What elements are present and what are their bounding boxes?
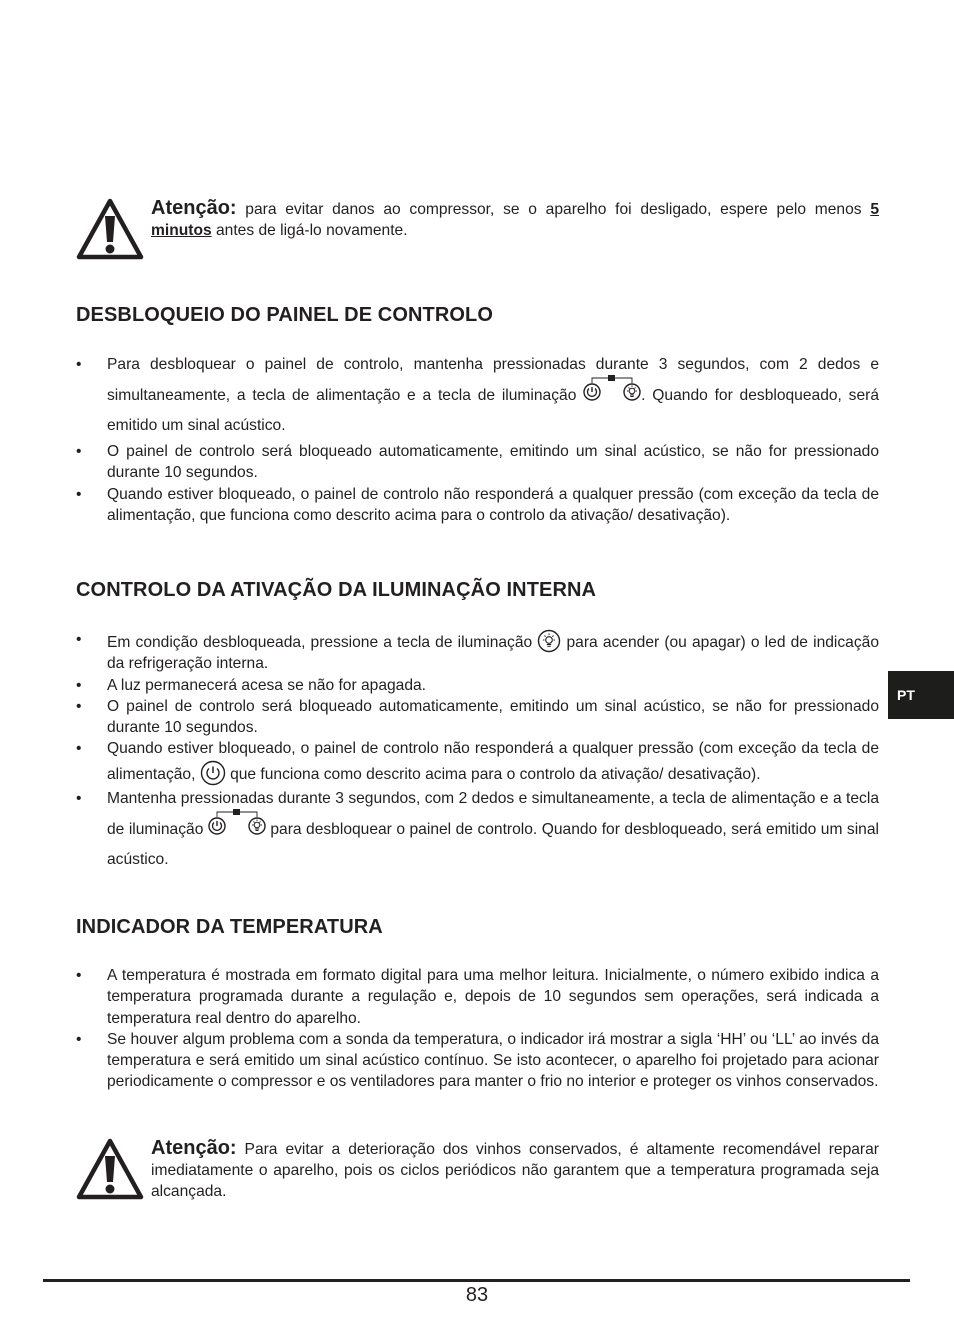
section-lighting-list [76,629,879,875]
power-and-light-keys-icon [208,814,266,840]
list-item: • Se houver algum problema com a sonda da temperatura, o indicador irá mostrar a sigla ‘HH’ ou ‘LL’ ao invés da temperatura e será emitido um sinal acústico contínuo. Se isto acontecer, o aparelho foi projetado para acionar periodicamente o compressor e os ventiladores para manter o frio no interior e proteger os vinhos conservados. [76,1029,879,1093]
power-and-light-keys-icon [583,380,641,406]
footer-rule [43,1279,910,1282]
warning-title: Atenção: [151,197,237,219]
list-item: • A luz permanecerá acesa se não for apagada. [76,675,879,696]
list-item: • A temperatura é mostrada em formato digital para uma melhor leitura. Inicialmente, o número exibido indica a temperatura programada durante a regulação e, depois de 10 segundos sem operações, será indicada a temperatura real dentro do aparelho. [76,965,879,1029]
warning-triangle-icon [76,1138,144,1200]
list-item: • Mantenha pressionadas durante 3 segundos, com 2 dedos e simultaneamente, a tecla de alimentação e a tecla de iluminação para desbloquear o painel de controlo. Quando for desbloqueado, será emitido um sinal acústico. [76,784,879,875]
list-item: • Quando estiver bloqueado, o painel de controlo não responderá a qualquer pressão (com exceção da tecla de alimentação, que funciona como descrito acima para o controlo da ativação/ desativação). [76,484,879,527]
warning-text [151,198,879,241]
list-item: • O painel de controlo será bloqueado automaticamente, emitindo um sinal acústico, se não for pressionado durante 10 segundos. [76,696,879,739]
section-heading-lighting: CONTROLO DA ATIVAÇÃO DA ILUMINAÇÃO INTERNA [76,579,597,601]
power-key-icon [200,760,226,786]
page-number: 83 [465,1284,489,1306]
warning-triangle-icon [76,198,144,260]
section-temperature-list [76,965,879,1093]
warning-text-part: para evitar danos ao compressor, se o aparelho foi desligado, espere pelo menos [236,201,871,218]
section-heading-temperature: INDICADOR DA TEMPERATURA [76,916,383,938]
list-item: • Quando estiver bloqueado, o painel de controlo não responderá a qualquer pressão (com exceção da tecla de alimentação, que funciona como descrito acima para o controlo da ativação/ desativação). [76,738,879,785]
warning-text-part: Para evitar a deterioração dos vinhos conservados, é altamente recomendável reparar imediatamente o aparelho, pois os ciclos periódicos não garantem que a temperatura programada seja alcançada. [151,1141,879,1200]
warning-text-part: antes de ligá-lo novamente. [211,222,408,239]
warning-text [151,1138,879,1202]
list-item: • Em condição desbloqueada, pressione a tecla de iluminação para acender (ou apagar) o led de indicação da refrigeração interna. [76,629,879,675]
warning-title: Atenção: [151,1137,237,1159]
light-key-icon [537,629,561,653]
list-item: • O painel de controlo será bloqueado automaticamente, emitindo um sinal acústico, se não for pressionado durante 10 segundos. [76,441,879,484]
list-item: • Para desbloquear o painel de controlo, mantenha pressionadas durante 3 segundos, com 2 dedos e simultaneamente, a tecla de alimentação e a tecla de iluminação . Quando for desbloqueado, será emitido um sinal acústico. [76,350,879,441]
warning-emphasis: 5 minutos [151,201,879,239]
section-heading-unlock: DESBLOQUEIO DO PAINEL DE CONTROLO [76,304,494,326]
language-tab: PT [888,671,954,719]
section-unlock-list [76,354,879,526]
